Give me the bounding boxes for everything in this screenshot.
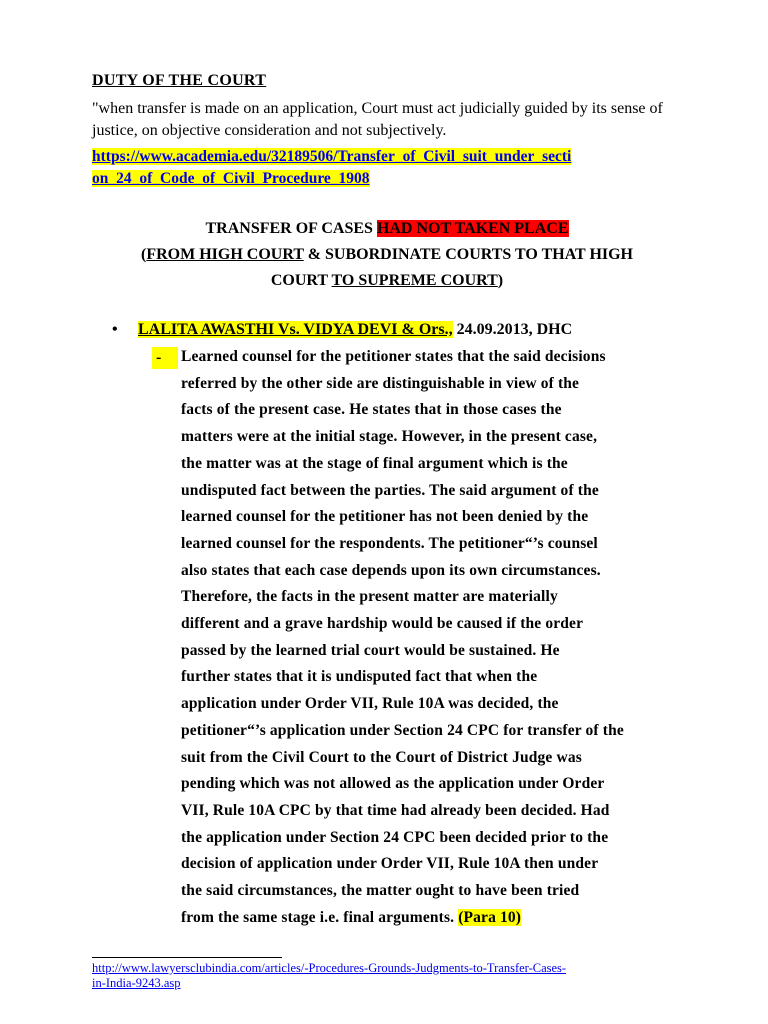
academia-link[interactable] <box>92 146 682 190</box>
title-highlight-taken-place: TAKEN PLACE <box>454 220 569 237</box>
paragraph-line: suit from the Civil Court to the Court of District Judge was <box>181 748 582 766</box>
paragraph-line: referred by the other side are distinguishable in view of the <box>181 374 580 392</box>
paragraph-line: undisputed fact between the parties. The said argument of the <box>181 481 599 499</box>
lawyersclub-link-line-2[interactable]: in-India-9243.asp <box>92 976 181 990</box>
title-from-high-court: FROM HIGH COURT <box>146 246 304 263</box>
paragraph-line: passed by the learned trial court would be sustained. He <box>181 641 560 659</box>
para-citation: (Para 10) <box>458 908 522 926</box>
title-highlight-had-not: HAD NOT <box>376 220 451 237</box>
title-subordinate: & SUBORDINATE COURTS TO THAT HIGH <box>303 246 633 263</box>
paragraph-line: petitioner“’s application under Section 24 CPC for transfer of the <box>181 721 624 739</box>
paragraph-line: pending which was not allowed as the application under Order <box>181 775 605 793</box>
title-to-supreme-court: TO SUPREME COURT <box>331 272 498 289</box>
paragraph-line: Learned counsel for the petitioner states that the said decisions <box>181 348 606 365</box>
paragraph-line: Therefore, the facts in the present matter are materially <box>181 588 558 606</box>
paragraph-line: application under Order VII, Rule 10A was decided, the <box>181 695 559 713</box>
title-line-3 <box>92 268 682 294</box>
case-paragraph <box>181 344 683 931</box>
title-close-paren: ) <box>497 272 504 289</box>
case-date-court: 24.09.2013, DHC <box>452 321 573 338</box>
paragraph-line: matters were at the initial stage. However, in the present case, <box>181 428 598 446</box>
lawyersclub-link-line-1[interactable]: http://www.lawyersclubindia.com/articles/-Procedures-Grounds-Judgments-to-Transfer-Cases- <box>92 961 567 975</box>
paragraph-line: VII, Rule 10A CPC by that time had already been decided. Had <box>181 801 610 819</box>
dash-marker: - <box>152 347 178 369</box>
paragraph-line: learned counsel for the respondents. The petitioner“’s counsel <box>181 534 598 552</box>
paragraph-line: decision of application under Order VII, Rule 10A then under <box>181 855 599 873</box>
title-prefix: TRANSFER OF CASES <box>205 220 373 237</box>
lawyersclub-link[interactable] <box>92 961 692 991</box>
paragraph-line: different and a grave hardship would be caused if the order <box>181 615 584 633</box>
case-name: LALITA AWASTHI Vs. VIDYA DEVI & Ors., <box>138 321 453 338</box>
paragraph-line: learned counsel for the petitioner has not been denied by the <box>181 508 589 526</box>
paragraph-last-text: from the same stage i.e. final arguments. <box>181 908 459 926</box>
title-open-paren: ( <box>141 246 147 263</box>
case-bullet <box>112 318 682 342</box>
paragraph-line: the application under Section 24 CPC been decided prior to the <box>181 828 609 846</box>
footnote-divider <box>92 957 282 958</box>
paragraph-line: also states that each case depends upon its own circumstances. <box>181 561 601 579</box>
paragraph-line: facts of the present case. He states that in those cases the <box>181 401 562 419</box>
paragraph-line: further states that it is undisputed fact that when the <box>181 668 538 686</box>
title-court: COURT <box>270 272 332 289</box>
quote-text: "when transfer is made on an application, Court must act judicially guided by its sense of justice, on objective consideration and not subjectively. <box>92 100 663 139</box>
academia-link-line-1[interactable]: https://www.academia.edu/32189506/Transfer_of_Civil_suit_under_secti <box>92 148 572 165</box>
bullet-dot-icon: • <box>112 321 118 338</box>
paragraph-last-line <box>181 905 683 932</box>
paragraph-line: the matter was at the stage of final argument which is the <box>181 454 568 472</box>
paragraph-line: the said circumstances, the matter ought to have been tried <box>181 882 580 900</box>
title-line-2 <box>92 242 682 268</box>
section-title <box>92 216 682 294</box>
section-heading: DUTY OF THE COURT <box>92 72 267 89</box>
academia-link-line-2[interactable]: on_24_of_Code_of_Civil_Procedure_1908 <box>92 170 370 187</box>
title-line-1 <box>92 216 682 242</box>
